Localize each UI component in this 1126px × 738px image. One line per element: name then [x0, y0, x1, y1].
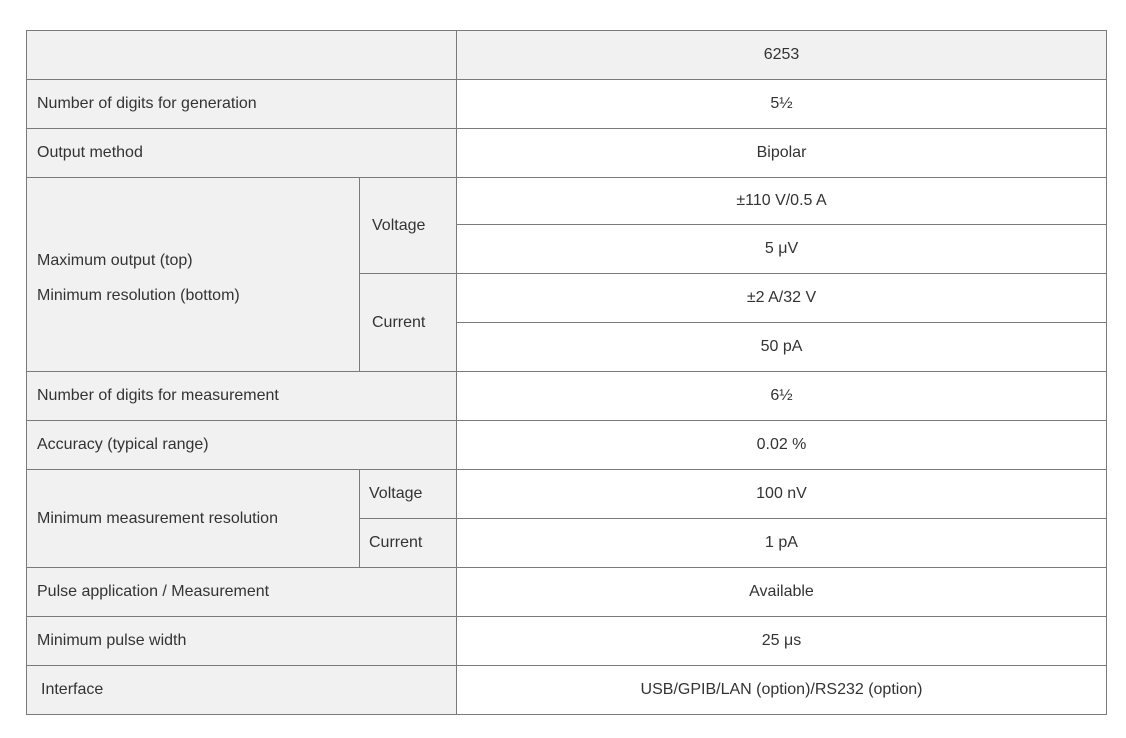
row-label: Interface — [27, 666, 457, 715]
row-label: Output method — [27, 129, 457, 178]
max-output-label-line1: Maximum output (top) — [37, 251, 193, 269]
current-max-value: ±2 A/32 V — [457, 274, 1107, 323]
row-label: Minimum pulse width — [27, 617, 457, 666]
row-value: 25 μs — [457, 617, 1107, 666]
header-row — [27, 31, 1107, 80]
row-value: 5½ — [457, 80, 1107, 129]
table-row — [27, 80, 1107, 129]
model-header: 6253 — [457, 31, 1107, 80]
row-label: Number of digits for measurement — [27, 372, 457, 421]
row-label: Pulse application / Measurement — [27, 568, 457, 617]
table-row — [27, 178, 1107, 225]
row-value: 6½ — [457, 372, 1107, 421]
spec-table — [26, 30, 1107, 715]
current-res-value: 50 pA — [457, 323, 1107, 372]
table-row — [27, 568, 1107, 617]
table-row — [27, 129, 1107, 178]
table-row — [27, 470, 1107, 519]
voltage-sublabel: Voltage — [360, 178, 457, 274]
min-meas-res-label: Minimum measurement resolution — [27, 470, 360, 568]
table-row — [27, 617, 1107, 666]
meas-current-sublabel: Current — [360, 519, 457, 568]
row-value: 0.02 % — [457, 421, 1107, 470]
table-row — [27, 372, 1107, 421]
voltage-max-value: ±110 V/0.5 A — [457, 178, 1107, 225]
row-value: USB/GPIB/LAN (option)/RS232 (option) — [457, 666, 1107, 715]
voltage-res-value: 5 μV — [457, 225, 1107, 274]
meas-voltage-value: 100 nV — [457, 470, 1107, 519]
max-output-label-line2: Minimum resolution (bottom) — [37, 286, 240, 304]
row-label: Accuracy (typical range) — [27, 421, 457, 470]
table-row — [27, 421, 1107, 470]
row-label: Number of digits for generation — [27, 80, 457, 129]
meas-voltage-sublabel: Voltage — [360, 470, 457, 519]
row-value: Bipolar — [457, 129, 1107, 178]
table-row — [27, 666, 1107, 715]
row-value: Available — [457, 568, 1107, 617]
max-output-label — [27, 178, 360, 372]
current-sublabel: Current — [360, 274, 457, 372]
header-blank-cell — [27, 31, 457, 80]
meas-current-value: 1 pA — [457, 519, 1107, 568]
